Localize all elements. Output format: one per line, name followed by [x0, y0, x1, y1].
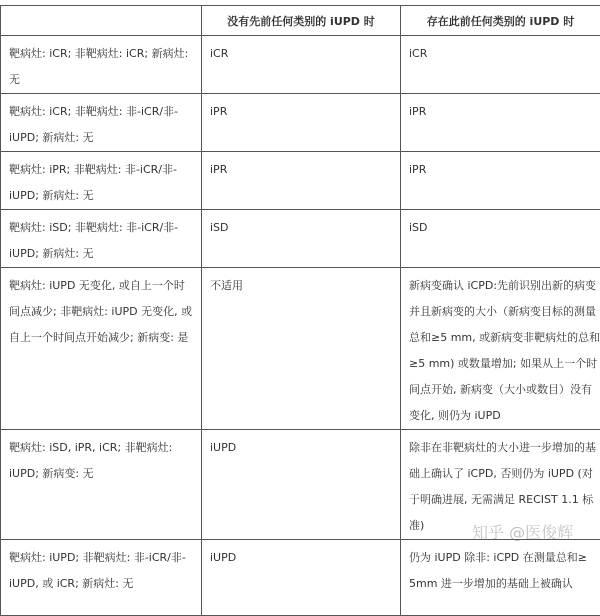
- cell-text-line: 间点减少; 非靶病灶: iUPD 无变化, 或: [9, 299, 193, 325]
- cell-text-line: iPR: [210, 99, 392, 125]
- cell-text-line: 础上确认了 iCPD, 否则仍为 iUPD (对: [409, 461, 592, 487]
- cell-text-line: ≥5 mm) 或数量增加; 如果从上一个时: [409, 351, 592, 377]
- cell-text-line: 5mm 进一步增加的基础上被确认: [409, 571, 592, 597]
- no-prior-iupd-cell: [202, 268, 401, 430]
- prior-iupd-cell: [401, 268, 600, 430]
- cell-text-line: iUPD; 新病灶: 无: [9, 183, 193, 209]
- no-prior-iupd-cell: [202, 94, 401, 152]
- prior-iupd-cell: [401, 152, 600, 210]
- condition-cell: [1, 36, 202, 94]
- condition-cell: [1, 94, 202, 152]
- cell-text-line: 新病变确认 iCPD:先前识别出新的病变: [409, 273, 592, 299]
- table-row: [1, 94, 600, 152]
- no-prior-iupd-cell: [202, 430, 401, 540]
- cell-text-line: 靶病灶: iSD, iPR, iCR; 非靶病灶:: [9, 435, 193, 461]
- header-empty: [1, 6, 202, 36]
- header-prior-iupd: 存在此前任何类别的 iUPD 时: [401, 6, 600, 36]
- cell-text-line: 总和≥5 mm, 或新病变非靶病灶的总和: [409, 325, 592, 351]
- cell-text-line: 除非在非靶病灶的大小进一步增加的基: [409, 435, 592, 461]
- cell-text-line: iUPD, 或 iCR; 新病灶: 无: [9, 571, 193, 597]
- cell-text-line: iSD: [409, 215, 592, 241]
- cell-text-line: iUPD; 新病变: 无: [9, 461, 193, 487]
- cell-text-line: iPR: [409, 157, 592, 183]
- prior-iupd-cell: [401, 94, 600, 152]
- table-row: [1, 210, 600, 268]
- cell-text-line: 变化, 则仍为 iUPD: [409, 403, 592, 429]
- no-prior-iupd-cell: [202, 152, 401, 210]
- header-no-prior-iupd: 没有先前任何类别的 iUPD 时: [202, 6, 401, 36]
- cell-text-line: iUPD; 新病灶: 无: [9, 125, 193, 151]
- condition-cell: [1, 210, 202, 268]
- table-row: [1, 268, 600, 430]
- cell-text-line: 间点开始, 新病变（大小或数目）没有: [409, 377, 592, 403]
- prior-iupd-cell: [401, 210, 600, 268]
- cell-text-line: iUPD; 新病灶: 无: [9, 241, 193, 267]
- watermark: 知乎 @医俊辉: [472, 520, 573, 543]
- cell-text-line: iUPD: [210, 545, 392, 571]
- cell-text-line: 靶病灶: iPR; 非靶病灶: 非-iCR/非-: [9, 157, 193, 183]
- cell-text-line: 并且新病变的大小（新病变目标的测量: [409, 299, 592, 325]
- cell-text-line: iSD: [210, 215, 392, 241]
- cell-text-line: 不适用: [210, 273, 392, 299]
- condition-cell: [1, 540, 202, 616]
- cell-text-line: 靶病灶: iCR; 非靶病灶: iCR; 新病灶:: [9, 41, 193, 67]
- condition-cell: [1, 152, 202, 210]
- cell-text-line: iUPD: [210, 435, 392, 461]
- condition-cell: [1, 430, 202, 540]
- cell-text-line: 靶病灶: iUPD 无变化, 或自上一个时: [9, 273, 193, 299]
- cell-text-line: 靶病灶: iUPD; 非靶病灶: 非-iCR/非-: [9, 545, 193, 571]
- no-prior-iupd-cell: [202, 36, 401, 94]
- cell-text-line: iPR: [409, 99, 592, 125]
- table-row: [1, 152, 600, 210]
- cell-text-line: iPR: [210, 157, 392, 183]
- cell-text-line: 于明确进展, 无需满足 RECIST 1.1 标: [409, 487, 592, 513]
- cell-text-line: 无: [9, 67, 193, 93]
- no-prior-iupd-cell: [202, 210, 401, 268]
- cell-text-line: iCR: [409, 41, 592, 67]
- cell-text-line: 靶病灶: iSD; 非靶病灶: 非-iCR/非-: [9, 215, 193, 241]
- prior-iupd-cell: [401, 36, 600, 94]
- cell-text-line: 靶病灶: iCR; 非靶病灶: 非-iCR/非-: [9, 99, 193, 125]
- no-prior-iupd-cell: [202, 540, 401, 616]
- prior-iupd-cell: [401, 540, 600, 616]
- table-row: [1, 36, 600, 94]
- cell-text-line: 自上一个时间点开始减少; 新病变: 是: [9, 325, 193, 351]
- cell-text-line: iCR: [210, 41, 392, 67]
- table-header-row: [1, 6, 600, 36]
- cell-text-line: 仍为 iUPD 除非: iCPD 在测量总和≥: [409, 545, 592, 571]
- cell-text-line: 准): [409, 513, 592, 539]
- condition-cell: [1, 268, 202, 430]
- table-row: [1, 540, 600, 616]
